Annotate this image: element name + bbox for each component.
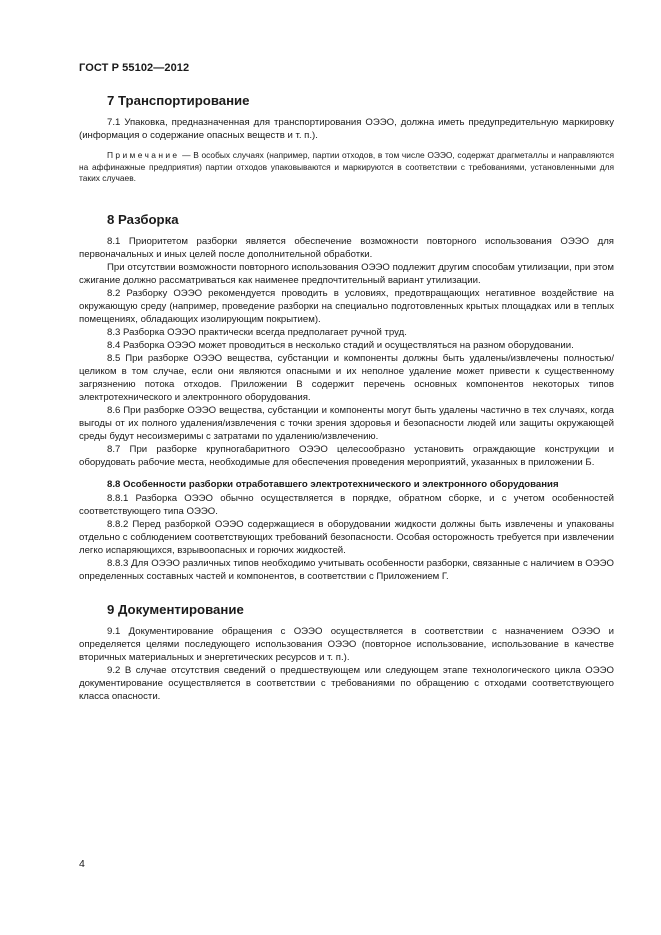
section-9-title: 9 Документирование — [107, 601, 244, 617]
paragraph-8-4: 8.4 Разборка ОЭЭО может проводиться в несколько стадий и осуществляться на разном оборудовании. — [107, 339, 574, 351]
paragraph-8-1: 8.1 Приоритетом разборки является обеспечение возможности повторного использования ОЭЭО для первоначальных и иных целей после дополнительной обработки. — [79, 235, 614, 260]
paragraph-9-1: 9.1 Документирование обращения с ОЭЭО осуществляется в соответствии с назначением ОЭЭО и определяется целями последующего использования ОЭЭО (повторное использование, использование в качестве вторичных материальных и энергетических ресурсов и т. п.). — [79, 625, 614, 663]
page-number: 4 — [79, 858, 85, 870]
note-label: Примечание — [107, 150, 180, 160]
paragraph-8-1b: При отсутствии возможности повторного использования ОЭЭО подлежит другим способам утилизации, при этом сжигание должно рассматриваться как наименее предпочтительный вариант утилизации. — [79, 261, 614, 286]
document-code: ГОСТ Р 55102—2012 — [79, 62, 190, 74]
note — [79, 150, 614, 185]
paragraph-8-8-1: 8.8.1 Разборка ОЭЭО обычно осуществляется в порядке, обратном сборке, и с учетом особенностей соответствующего типа ОЭЭО. — [79, 492, 614, 517]
paragraph-8-8-3: 8.8.3 Для ОЭЭО различных типов необходимо учитывать особенности разборки, связанные с наличием в ОЭЭО определенных составных частей и компонентов, в соответствии с Приложением Г. — [79, 557, 614, 582]
paragraph-8-6: 8.6 При разборке ОЭЭО вещества, субстанции и компоненты могут быть удалены частично в тех случаях, когда выгоды от их полного удаления/извлечения с точки зрения здоровья и безопасности людей или защиты окружающей среды будут несоизмеримы с затратами по удалению/извлечению. — [79, 404, 614, 442]
section-7 — [79, 93, 614, 185]
subsection-8-8 — [79, 478, 614, 583]
paragraph-8-3: 8.3 Разборка ОЭЭО практически всегда предполагает ручной труд. — [107, 326, 407, 338]
paragraph-8-2: 8.2 Разборку ОЭЭО рекомендуется проводить в условиях, предотвращающих негативное воздействие на окружающую среду (например, проведение разборки на специально подготовленных крытых площадках или в теплых помещениях, обладающих изолирующим покрытием). — [79, 287, 614, 325]
paragraph-9-2: 9.2 В случае отсутствия сведений о предшествующем или следующем этапе технологического цикла ОЭЭО документирование осуществляется в соответствии с требованиями по обращению с отходами соответствующего класса опасности. — [79, 664, 614, 702]
section-9 — [79, 602, 614, 703]
paragraph-8-5: 8.5 При разборке ОЭЭО вещества, субстанции и компоненты должны быть удалены/извлечены полностью/целиком в том случае, если они являются опасными и их неполное удаление может привести к существенному загрязнению потока отходов. Приложении В содержит перечень основных компонентов некоторых типов электротехнического и электронного оборудования. — [79, 352, 614, 403]
paragraph-8-8-2: 8.8.2 Перед разборкой ОЭЭО содержащиеся в оборудовании жидкости должны быть извлечены и упакованы отдельно с соблюдением соответствующих требований безопасности. Особая осторожность требуется при извлечении легко испаряющихся, взрывоопасных и горючих жидкостей. — [79, 518, 614, 556]
section-7-title: 7 Транспортирование — [107, 93, 250, 108]
subsection-8-8-title: 8.8 Особенности разборки отработавшего электротехнического и электронного оборудования — [107, 478, 559, 490]
document-body — [79, 93, 614, 703]
note-text: — В особых случаях (например, партии отходов, в том числе ОЭЭО, содержат драгметаллы и направляются на аффинажные предприятия) партии отходов упаковываются и маркируются в соответствии с требованиями, установленными для таких случаев. — [79, 150, 614, 183]
section-8 — [79, 212, 614, 583]
section-8-title: 8 Разборка — [107, 211, 179, 227]
paragraph-7-1: 7.1 Упаковка, предназначенная для транспортирования ОЭЭО, должна иметь предупредительную маркировку (информация о содержание опасных веществ и т. п.). — [79, 117, 614, 141]
paragraph-8-7: 8.7 При разборке крупногабаритного ОЭЭО целесообразно установить ограждающие конструкции и оборудовать рабочие места, необходимые для обеспечения проведения мероприятий, указанных в приложении Б. — [79, 443, 614, 468]
